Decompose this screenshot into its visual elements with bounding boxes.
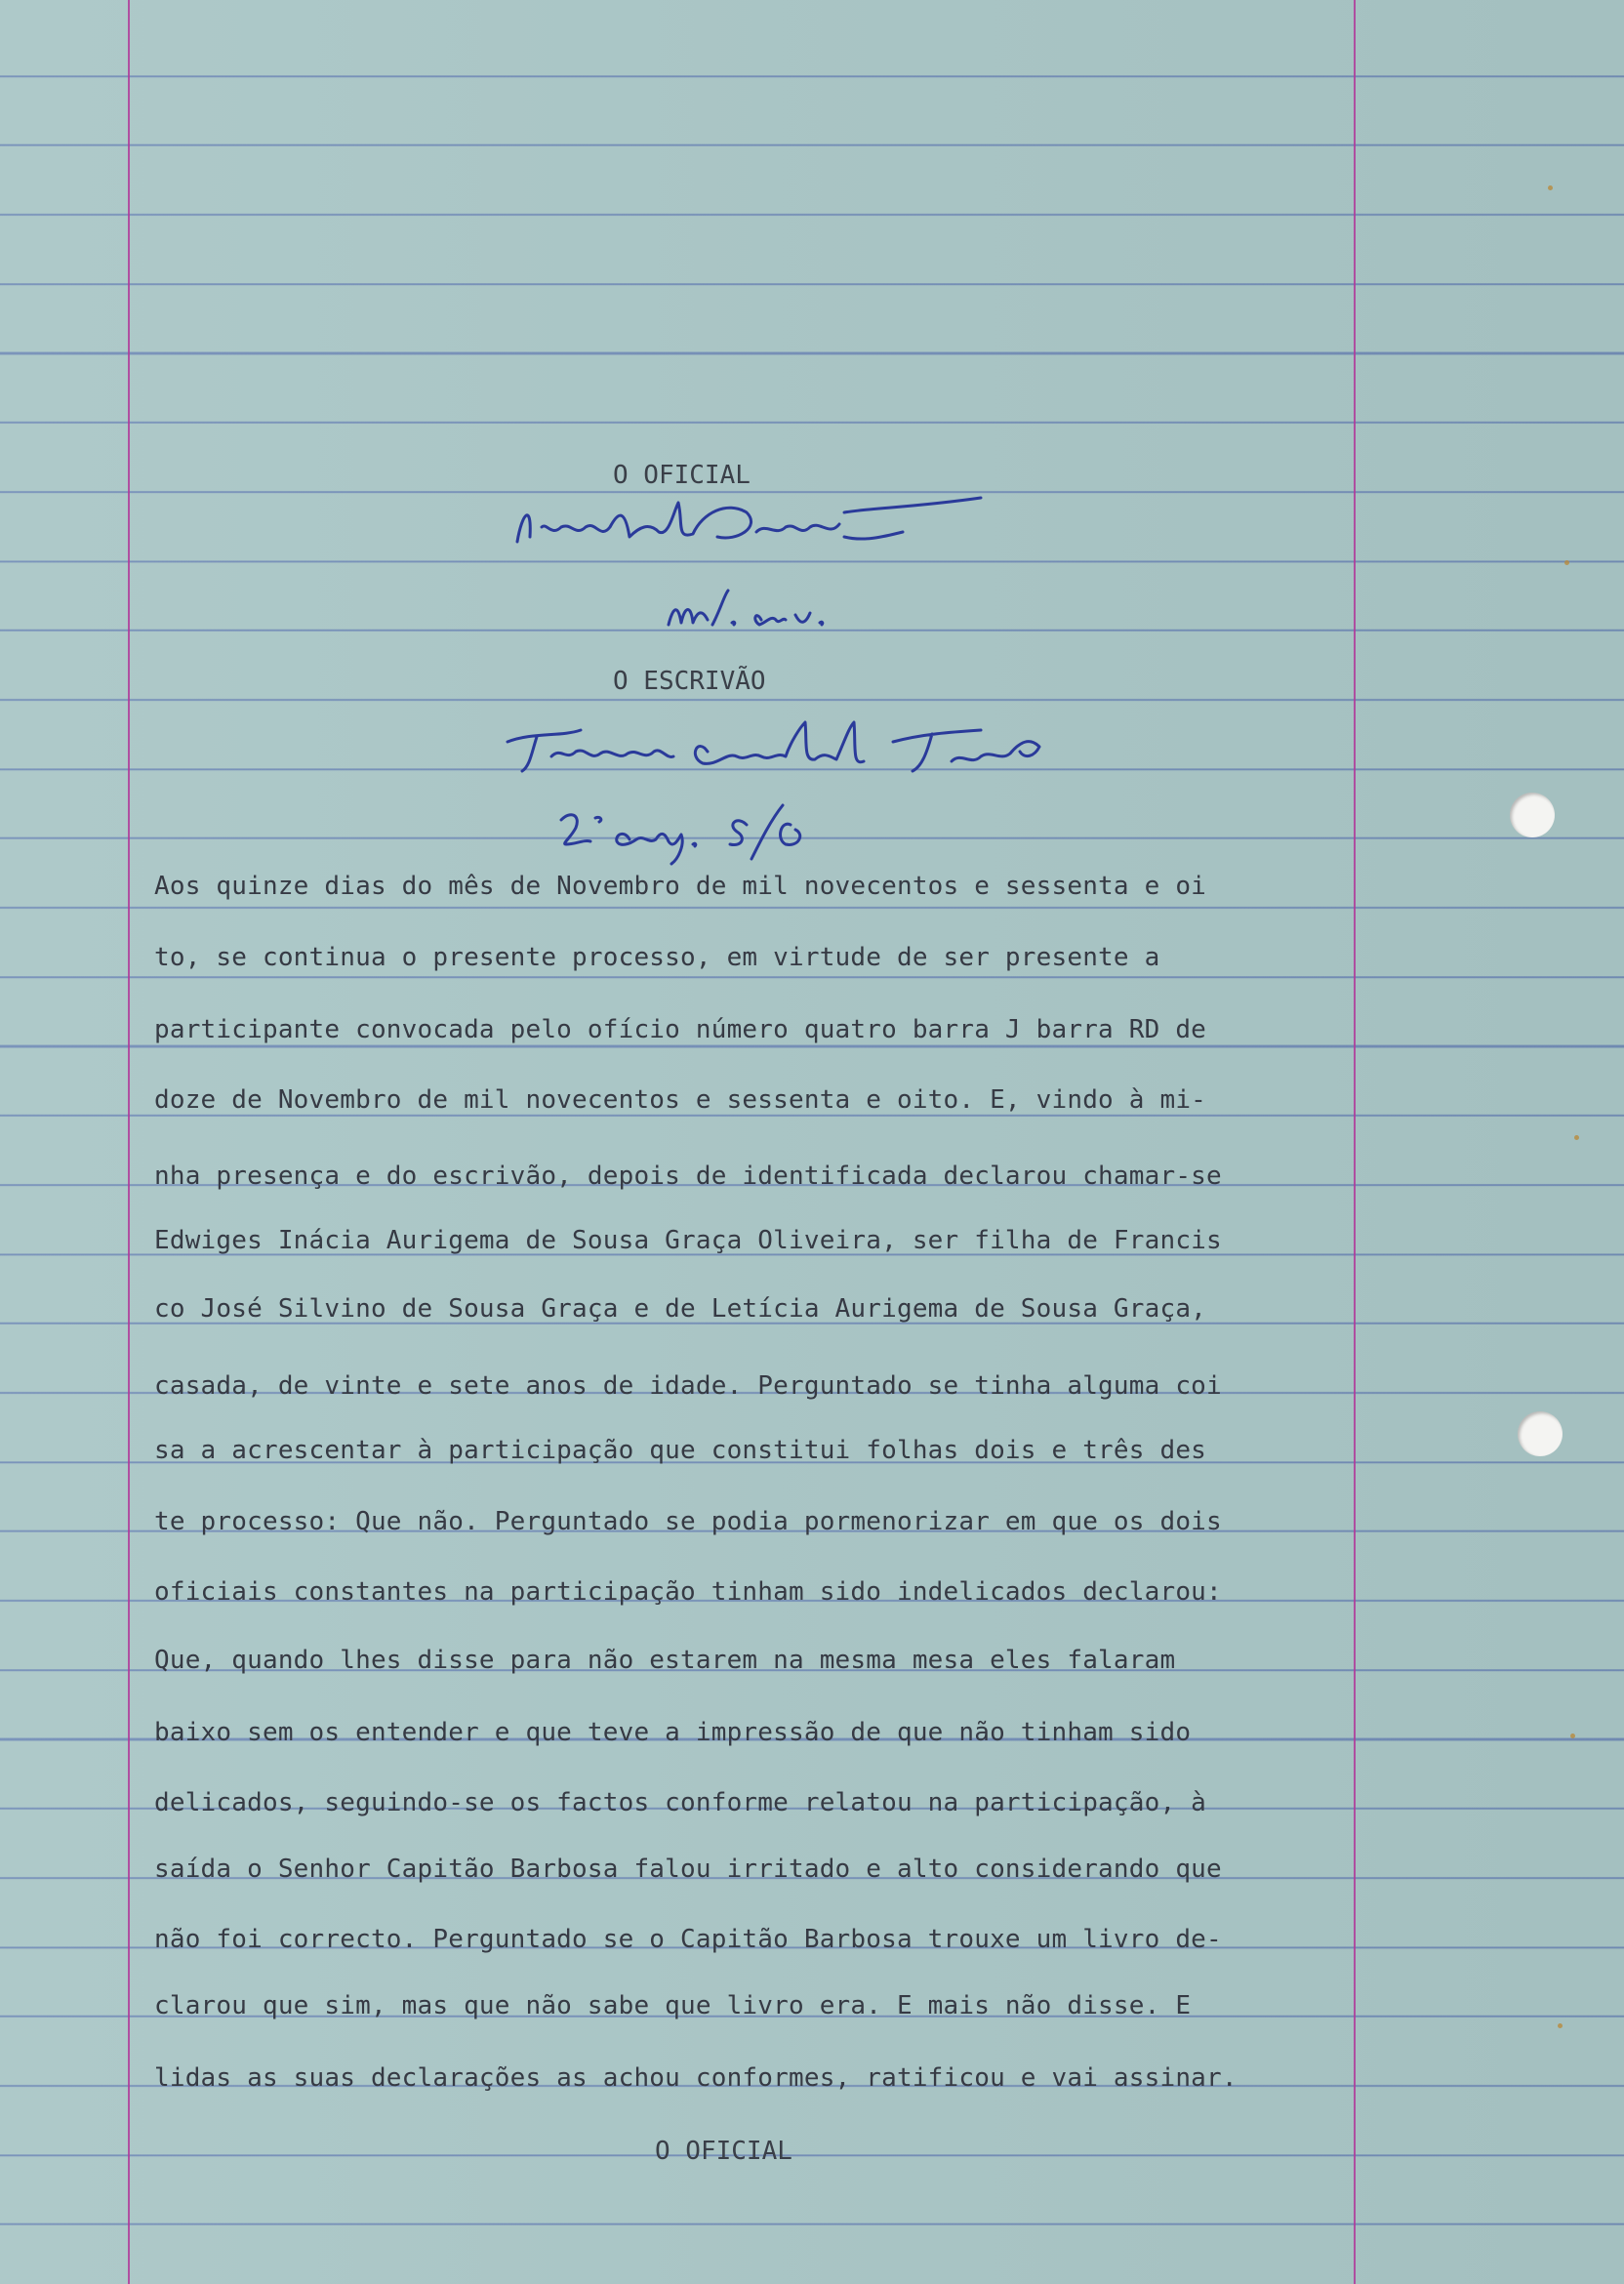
body-line: participante convocada pelo ofício número quatro barra J barra RD de bbox=[154, 1015, 1207, 1044]
body-line: doze de Novembro de mil novecentos e sessenta e oito. E, vindo à mi- bbox=[154, 1085, 1207, 1115]
body-line: nha presença e do escrivão, depois de identificada declarou chamar-se bbox=[154, 1162, 1222, 1191]
body-line: co José Silvino de Sousa Graça e de Letícia Aurigema de Sousa Graça, bbox=[154, 1294, 1207, 1324]
paper-speck bbox=[1570, 1733, 1575, 1738]
oficial-signature bbox=[503, 483, 991, 566]
body-line: baixo sem os entender e que teve a impressão de que não tinham sido bbox=[154, 1718, 1192, 1747]
punch-hole-upper bbox=[1510, 793, 1555, 837]
oficial-heading-bottom: O OFICIAL bbox=[655, 2137, 792, 2166]
paper-speck bbox=[1558, 2023, 1563, 2028]
body-line: lidas as suas declarações as achou conformes, ratificou e vai assinar. bbox=[154, 2063, 1238, 2093]
oficial-rank bbox=[664, 586, 859, 639]
punch-hole-lower bbox=[1518, 1411, 1563, 1456]
paper-speck bbox=[1548, 185, 1553, 190]
left-margin-line bbox=[128, 0, 130, 2284]
escrivao-signature bbox=[493, 713, 1059, 786]
body-line: casada, de vinte e sete anos de idade. Perguntado se tinha alguma coi bbox=[154, 1371, 1222, 1401]
body-line: saída o Senhor Capitão Barbosa falou irritado e alto considerando que bbox=[154, 1855, 1222, 1884]
oficial-heading-top: O OFICIAL bbox=[613, 461, 751, 490]
body-line: sa a acrescentar à participação que constitui folhas dois e três des bbox=[154, 1436, 1207, 1465]
body-line: oficiais constantes na participação tinham sido indelicados declarou: bbox=[154, 1577, 1222, 1607]
body-line: te processo: Que não. Perguntado se podia pormenorizar em que os dois bbox=[154, 1507, 1222, 1536]
body-line: Que, quando lhes disse para não estarem na mesma mesa eles falaram bbox=[154, 1646, 1176, 1675]
body-line: Aos quinze dias do mês de Novembro de mil novecentos e sessenta e oi bbox=[154, 872, 1207, 901]
escrivao-heading: O ESCRIVÃO bbox=[613, 667, 766, 696]
body-line: clarou que sim, mas que não sabe que livro era. E mais não disse. E bbox=[154, 1991, 1192, 2020]
escrivao-rank bbox=[556, 800, 830, 874]
paper-speck bbox=[1564, 560, 1569, 565]
body-line: delicados, seguindo-se os factos conforme relatou na participação, à bbox=[154, 1788, 1207, 1817]
body-line: Edwiges Inácia Aurigema de Sousa Graça Oliveira, ser filha de Francis bbox=[154, 1226, 1222, 1255]
body-line: não foi correcto. Perguntado se o Capitão Barbosa trouxe um livro de- bbox=[154, 1925, 1222, 1954]
paper-speck bbox=[1574, 1135, 1579, 1140]
body-line: to, se continua o presente processo, em virtude de ser presente a bbox=[154, 943, 1160, 972]
